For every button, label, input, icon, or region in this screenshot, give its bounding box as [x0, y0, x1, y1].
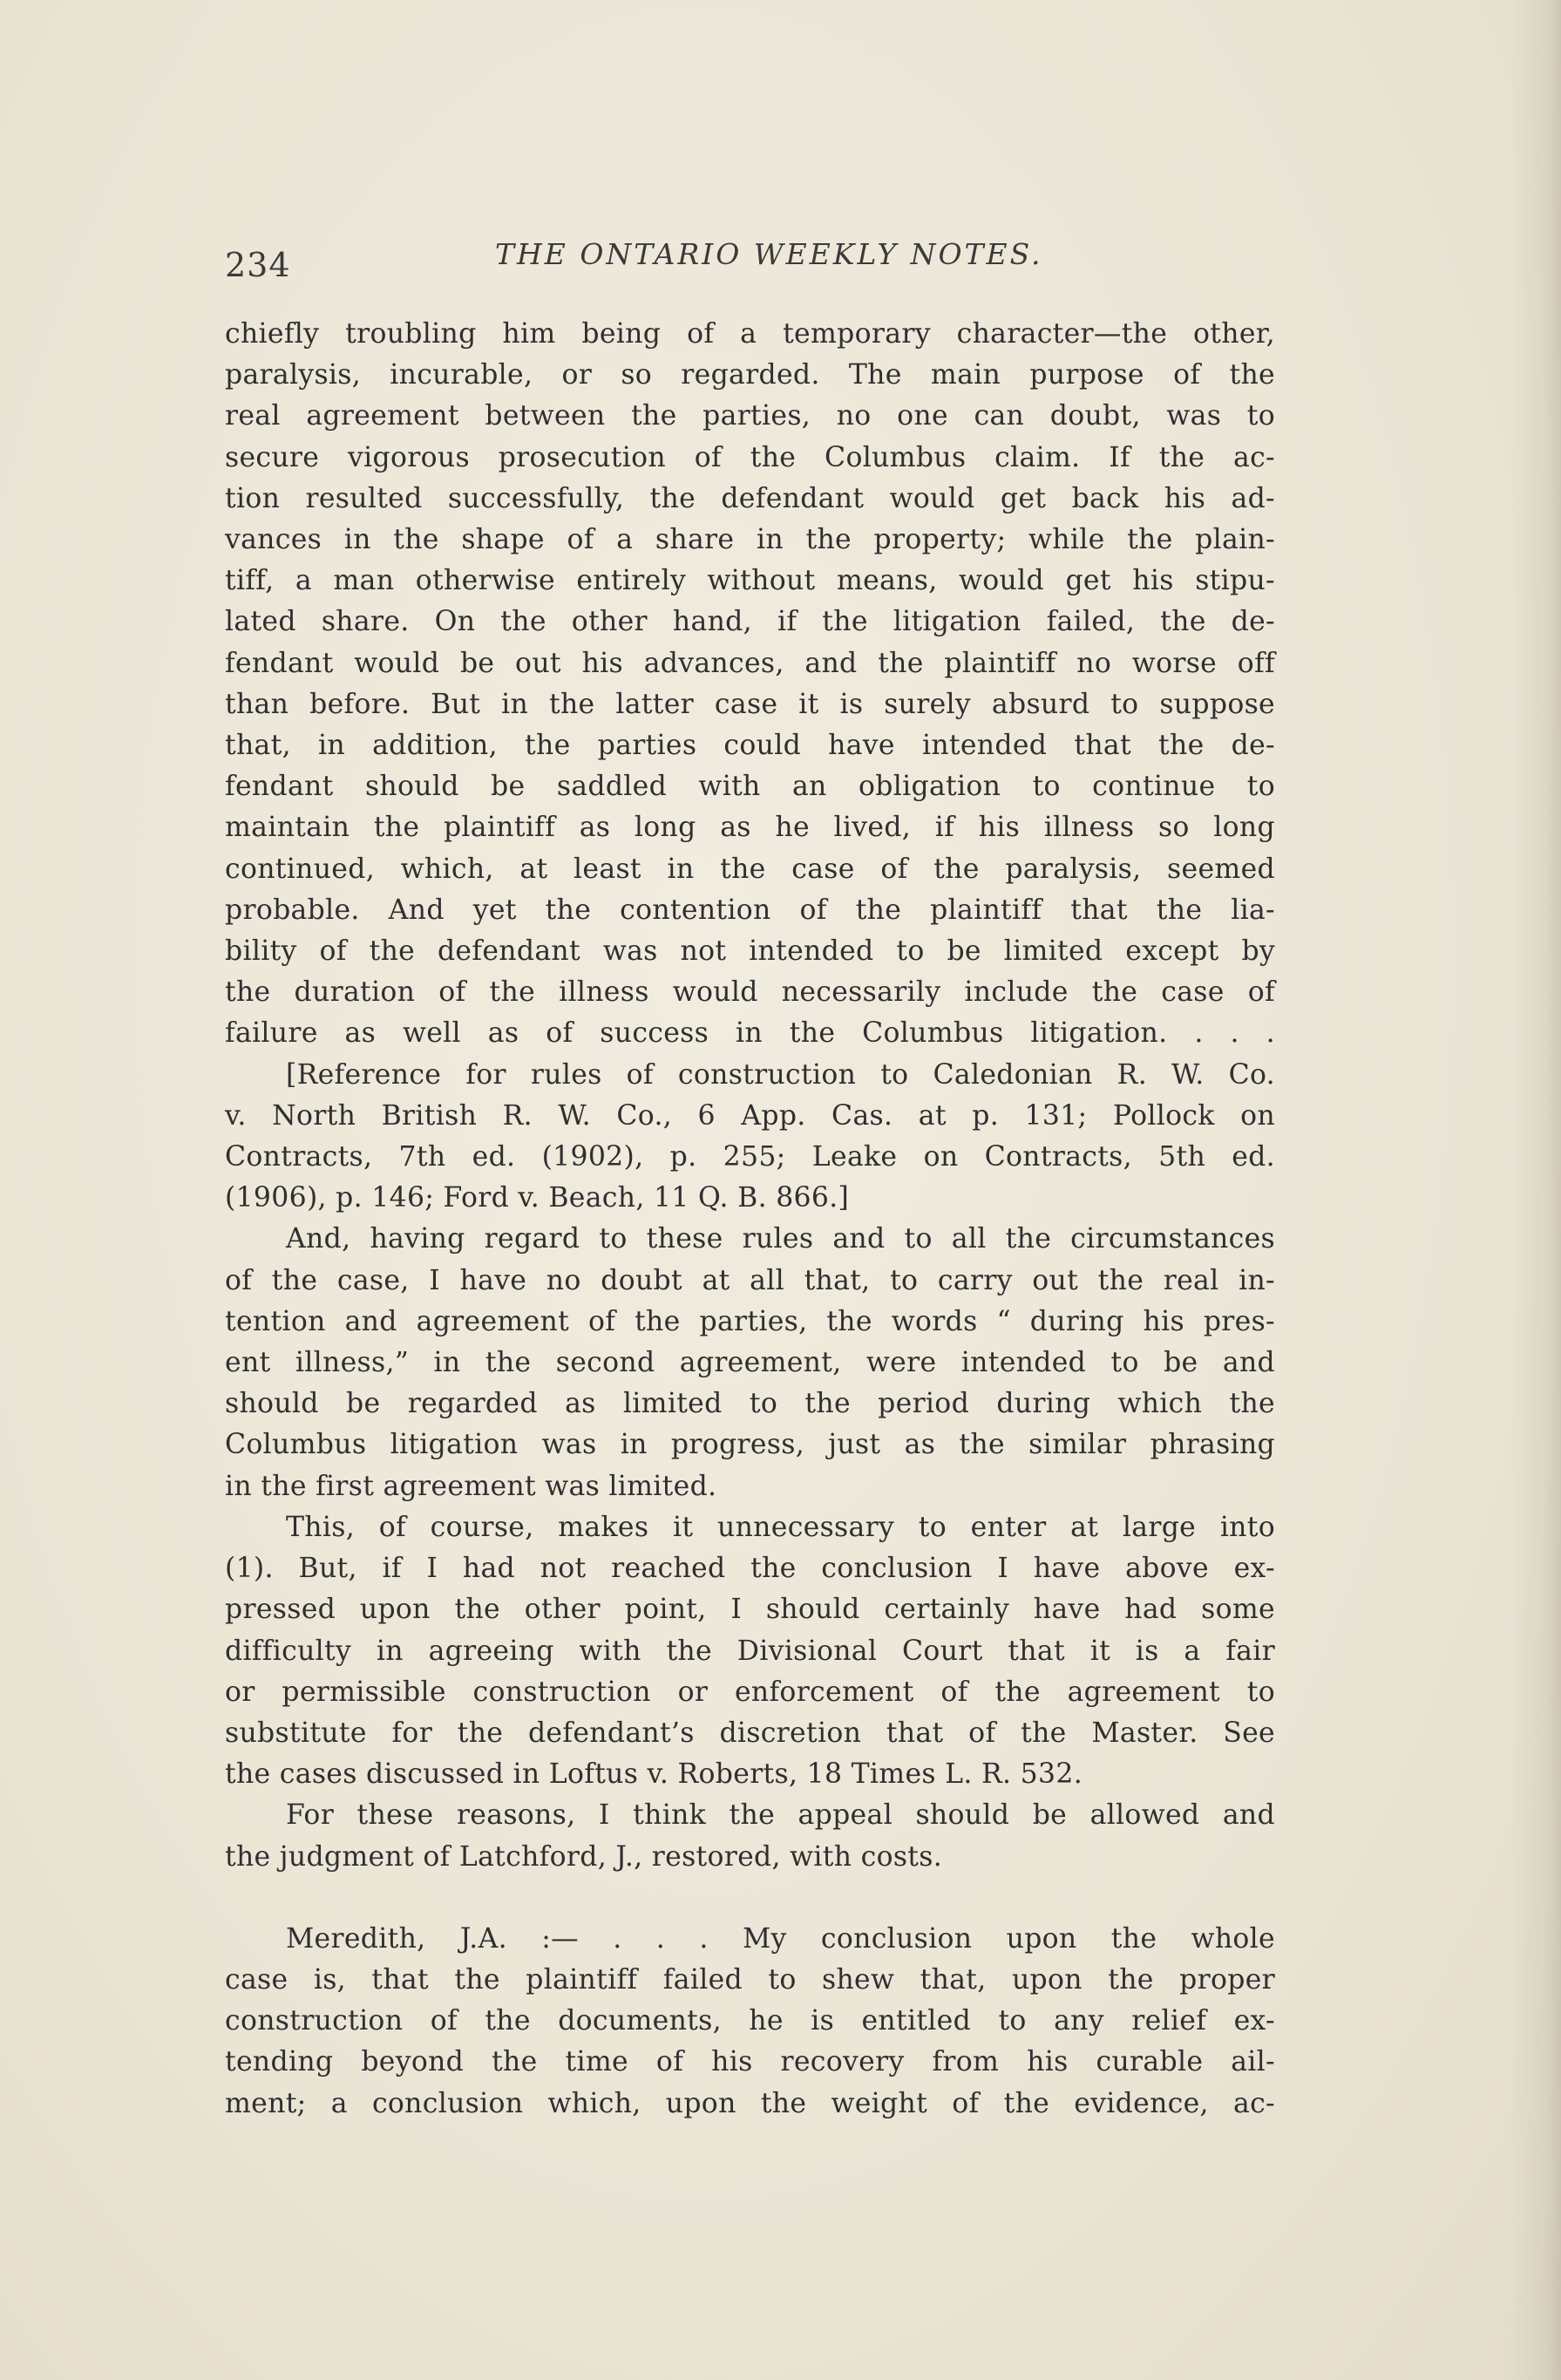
text-line: maintain the plaintiff as long as he lived, if his illness so long	[225, 812, 1275, 844]
text-line: probable. And yet the contention of the plaintiff that the lia-	[225, 894, 1275, 926]
text-line: [Reference for rules of construction to Caledonian R. W. Co.	[286, 1058, 1275, 1091]
page-number: 234	[225, 246, 291, 284]
text-line: fendant should be saddled with an obligation to continue to	[225, 771, 1275, 803]
text-line: should be regarded as limited to the period during which the	[225, 1388, 1275, 1420]
text-line: construction of the documents, he is entitled to any relief ex-	[225, 2005, 1275, 2037]
text-line: ent illness,” in the second agreement, were intended to be and	[225, 1347, 1275, 1379]
paragraph-gap	[225, 1878, 1275, 1919]
text-line: secure vigorous prosecution of the Columbus claim. If the ac-	[225, 441, 1275, 473]
paragraph-4	[225, 1507, 1275, 1795]
paragraph-1	[225, 314, 1275, 1055]
text-line: bility of the defendant was not intended to be limited except by	[225, 935, 1275, 968]
running-head: THE ONTARIO WEEKLY NOTES.	[495, 237, 1043, 271]
body-text	[225, 314, 1275, 2125]
text-line: lated share. On the other hand, if the litigation failed, the de-	[225, 606, 1275, 638]
text-line: substitute for the defendant’s discretion that of the Master. See	[225, 1717, 1275, 1749]
text-line: the judgment of Latchford, J., restored, with costs.	[225, 1840, 943, 1873]
text-line: that, in addition, the parties could have intended that the de-	[225, 730, 1275, 762]
text-line: (1). But, if I had not reached the conclusion I have above ex-	[225, 1553, 1275, 1585]
paragraph-3	[225, 1219, 1275, 1506]
page-header	[225, 228, 1279, 284]
text-line: pressed upon the other point, I should certainly have had some	[225, 1594, 1275, 1626]
text-line: tion resulted successfully, the defendant would get back his ad-	[225, 482, 1275, 514]
text-line: tiff, a man otherwise entirely without means, would get his stipu-	[225, 565, 1275, 597]
text-line: fendant would be out his advances, and the plaintiff no worse off	[225, 647, 1275, 679]
text-line: than before. But in the latter case it is surely absurd to suppose	[225, 688, 1275, 720]
text-line: Columbus litigation was in progress, just as the similar phrasing	[225, 1429, 1275, 1461]
text-line: vances in the shape of a share in the property; while the plain-	[225, 524, 1275, 556]
paragraph-5	[225, 1795, 1275, 1877]
text-line: paralysis, incurable, or so regarded. The main purpose of the	[225, 359, 1275, 391]
paragraph-2	[225, 1055, 1275, 1220]
text-line: case is, that the plaintiff failed to shew that, upon the proper	[225, 1963, 1275, 1996]
text-line: tention and agreement of the parties, the words “ during his pres-	[225, 1305, 1275, 1337]
text-line: the duration of the illness would necessarily include the case of	[225, 976, 1275, 1009]
text-line: of the case, I have no doubt at all that, to carry out the real in-	[225, 1264, 1275, 1296]
page-edge-shadow	[1509, 0, 1561, 2380]
text-line: in the first agreement was limited.	[225, 1470, 717, 1502]
text-line: (1906), p. 146; Ford v. Beach, 11 Q. B. 866.]	[225, 1182, 850, 1214]
text-line: For these reasons, I think the appeal should be allowed and	[286, 1799, 1275, 1832]
text-line: This, of course, makes it unnecessary to enter at large into	[286, 1511, 1275, 1543]
text-line: chiefly troubling him being of a temporary character—the other,	[225, 318, 1275, 350]
text-line: real agreement between the parties, no one can doubt, was to	[225, 400, 1275, 432]
text-line: the cases discussed in Loftus v. Roberts, 18 Times L. R. 532.	[225, 1758, 1083, 1791]
text-line: v. North British R. W. Co., 6 App. Cas. at p. 131; Pollock on	[225, 1099, 1275, 1132]
text-line: or permissible construction or enforcement of the agreement to	[225, 1676, 1275, 1708]
text-line: Contracts, 7th ed. (1902), p. 255; Leake on Contracts, 5th ed.	[225, 1141, 1275, 1173]
text-line: failure as well as of success in the Columbus litigation. . . .	[225, 1017, 1275, 1050]
text-line: tending beyond the time of his recovery from his curable ail-	[225, 2046, 1275, 2078]
text-line: And, having regard to these rules and to all the circumstances	[286, 1223, 1275, 1255]
text-line: continued, which, at least in the case of the paralysis, seemed	[225, 853, 1275, 885]
text-line: ment; a conclusion which, upon the weight of the evidence, ac-	[225, 2087, 1275, 2119]
paragraph-6	[225, 1919, 1275, 2125]
text-line: difficulty in agreeing with the Divisional Court that it is a fair	[225, 1635, 1275, 1667]
text-line: Meredith, J.A. :— . . . My conclusion upon the whole	[286, 1922, 1275, 1955]
